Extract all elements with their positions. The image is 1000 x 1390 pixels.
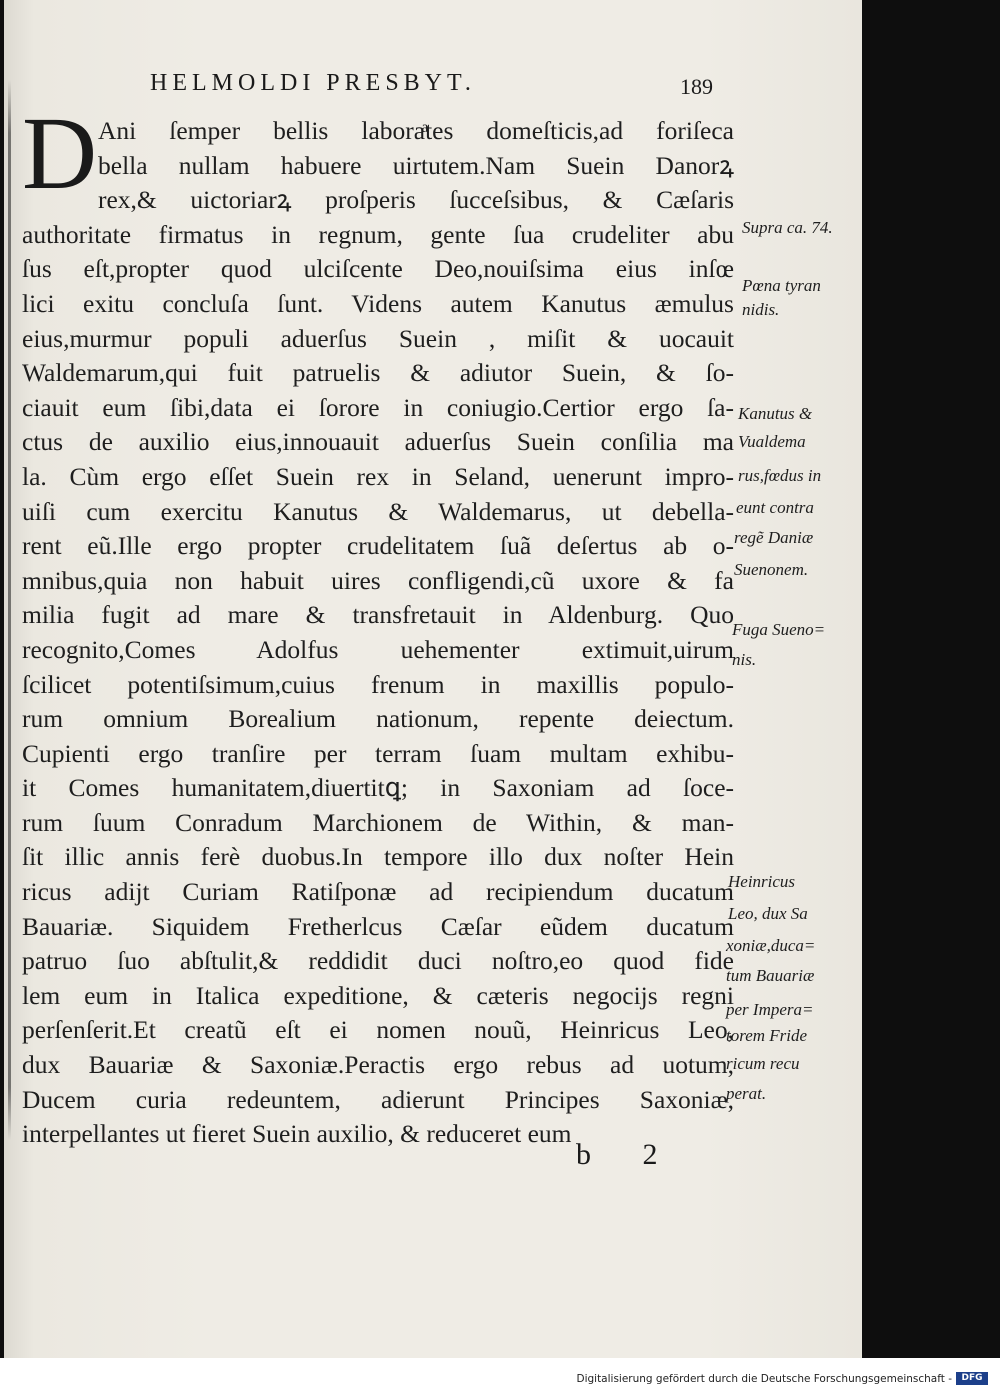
body-text bbox=[22, 114, 734, 1152]
text-line: Bauariæ. Siquidem Fretherlcus Cæſar eũdem ducatum bbox=[22, 911, 734, 941]
marginal-note: per Impera= bbox=[726, 1000, 814, 1019]
text-line: uiſi cum exercitu Kanutus & Waldemarus, ut debella- bbox=[22, 496, 734, 526]
text-line: mnibus,quia non habuit uires confligendi,cũ uxore & fa bbox=[22, 565, 734, 595]
funding-credit: Digitalisierung gefördert durch die Deutsche Forschungsgemeinschaft - bbox=[576, 1373, 952, 1385]
marginal-note: Vualdema bbox=[738, 432, 806, 451]
text-line: it Comes humanitatem,diuertitꝗ; in Saxoniam ad ſoce- bbox=[22, 773, 734, 803]
text-line: rum omnium Borealium nationum, repente deiectum. bbox=[22, 704, 734, 734]
marginal-note: nis. bbox=[732, 650, 757, 669]
text-line: perſenſerit.Et creatũ eſt ei nomen nouũ, Heinricus Leo, bbox=[22, 1015, 734, 1045]
text-line: la. Cùm ergo eſſet Suein rex in Seland, uenerunt impro- bbox=[22, 461, 734, 491]
text-line: authoritate firmatus in regnum, gente ſua crudeliter abu bbox=[22, 219, 734, 249]
marginal-note: perat. bbox=[726, 1084, 767, 1103]
marginal-note: Kanutus & bbox=[738, 404, 813, 423]
text-line: lem eum in Italica expeditione, & cæteris negocijs regni bbox=[22, 980, 734, 1010]
marginal-note: Fuga Sueno= bbox=[732, 620, 826, 639]
text-line: interpellantes ut fieret Suein auxilio, & reduceret eum bbox=[22, 1119, 572, 1149]
page-gutter-shadow bbox=[8, 80, 11, 1140]
text-line: Cupienti ergo tranſire per terram ſuam multam exhibu- bbox=[22, 738, 734, 768]
text-line: ciauit eum ſibi,data ei ſorore in coniugio.Certior ergo ſa- bbox=[22, 392, 734, 422]
text-line: rent eũ.Ille ergo propter crudelitatem ſuã deſertus ab o- bbox=[22, 531, 734, 561]
marginal-note: ricum recu bbox=[726, 1054, 800, 1073]
text-line: milia fugit ad mare & transfretauit in Aldenburg. Quo bbox=[22, 600, 734, 630]
marginal-note: rus,fœdus in bbox=[738, 466, 822, 485]
text-line: ricus adijt Curiam Ratiſponæ ad recipiendum ducatum bbox=[22, 877, 734, 907]
signature-mark: b 2 bbox=[576, 1138, 680, 1171]
book-page bbox=[4, 0, 862, 1358]
text-line: Waldemarum,qui fuit patruelis & adiutor Suein, & ſo- bbox=[22, 358, 734, 388]
marginal-note: Heinricus bbox=[728, 872, 796, 891]
marginal-note: torem Fride bbox=[726, 1026, 808, 1045]
marginal-note: eunt contra bbox=[736, 498, 814, 517]
text-line: rex,& uictoriarꝝ proſperis ſucceſsibus, & Cæſaris bbox=[98, 185, 734, 215]
text-line: ſit illic annis ferè duobus.In tempore illo dux noſter Hein bbox=[22, 842, 734, 872]
marginal-note: Pœna tyran bbox=[742, 276, 821, 295]
text-line: patruo ſuo abſtulit,& reddidit duci noſtro,eo quod fide bbox=[22, 946, 734, 976]
text-line: rum ſuum Conradum Marchionem de Within, & man- bbox=[22, 807, 734, 837]
text-line: eius,murmur populi aduerſus Suein , miſit & uocauit bbox=[22, 323, 734, 353]
running-head: HELMOLDI PRESBYT. bbox=[150, 70, 476, 96]
text-line: bella nullam habuere uirtutem.Nam Suein Danorꝝ bbox=[98, 150, 734, 180]
marginal-note: Leo, dux Sa bbox=[728, 904, 808, 923]
drop-initial: D bbox=[22, 96, 98, 211]
marginal-note: Supra ca. 74. bbox=[742, 218, 833, 237]
marginal-note: tum Bauariæ bbox=[726, 966, 815, 985]
text-line: ſus eſt,propter quod ulciſcente Deo,nouiſsima eius inſœ bbox=[22, 254, 734, 284]
text-line: ſcilicet potentiſsimum,cuius frenum in maxillis populo- bbox=[22, 669, 734, 699]
marginal-note: regẽ Daniæ bbox=[734, 528, 814, 547]
text-line: ctus de auxilio eius,innouauit aduerſus Suein conſilia ma bbox=[22, 427, 734, 457]
marginal-note: nidis. bbox=[742, 300, 780, 319]
text-line: recognito,Comes Adolfus uehementer extimuit,uirum bbox=[22, 634, 734, 664]
marginal-note: Suenonem. bbox=[734, 560, 809, 579]
text-line: Ani ſemper bellis laboraͣtes domeſticis,ad foriſeca bbox=[98, 116, 734, 145]
text-line: Ducem curia redeuntem, adierunt Principes Saxoniæ, bbox=[22, 1084, 734, 1114]
text-line: lici exitu concluſa ſunt. Videns autem Kanutus æmulus bbox=[22, 288, 734, 318]
page-number: 189 bbox=[680, 74, 713, 99]
dfg-logo: DFG bbox=[956, 1372, 988, 1385]
marginal-note: xoniæ,duca= bbox=[726, 936, 816, 955]
text-line: dux Bauariæ & Saxoniæ.Peractis ergo rebus ad uotum, bbox=[22, 1050, 734, 1080]
